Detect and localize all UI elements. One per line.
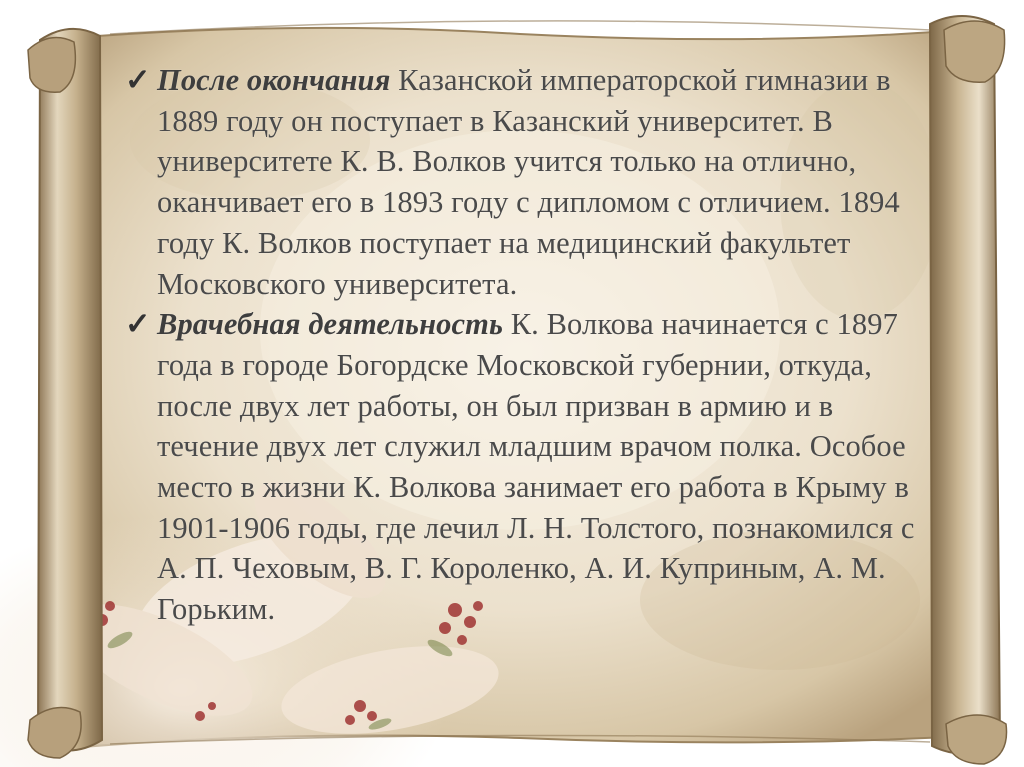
- checkmark-icon: ✓: [125, 63, 151, 97]
- paragraph-lead-medical-career: Врачебная деятельность: [157, 307, 503, 342]
- paragraph-medical-career: [125, 304, 927, 630]
- checkmark-icon: ✓: [125, 307, 151, 342]
- paragraph-body-education: Казанской императорской гимназии в 1889 году он поступает в Казанский университет. В университете К. В. Волков учится только на отлично, оканчивает его в 1893 году с дипломом с отличием. 1894 году К. Волков поступает на медицинский факультет Московского университета.: [157, 63, 900, 301]
- paragraph-lead-education: После окончания: [157, 63, 391, 97]
- paragraph-body-medical-career: К. Волкова начинается с 1897 года в городе Богордске Московской губернии, откуда, после двух лет работы, он был призван в армию и в течение двух лет служил младшим врачом полка. Особое место в жизни К. Волкова занимает его работа в Крыму в 1901-1906 годы, где лечил Л. Н. Толстого, познакомился с А. П. Чеховым, В. Г. Короленко, А. И. Куприным, А. М. Горьким.: [157, 307, 915, 627]
- document-text: [125, 60, 927, 630]
- paragraph-education: [125, 60, 927, 304]
